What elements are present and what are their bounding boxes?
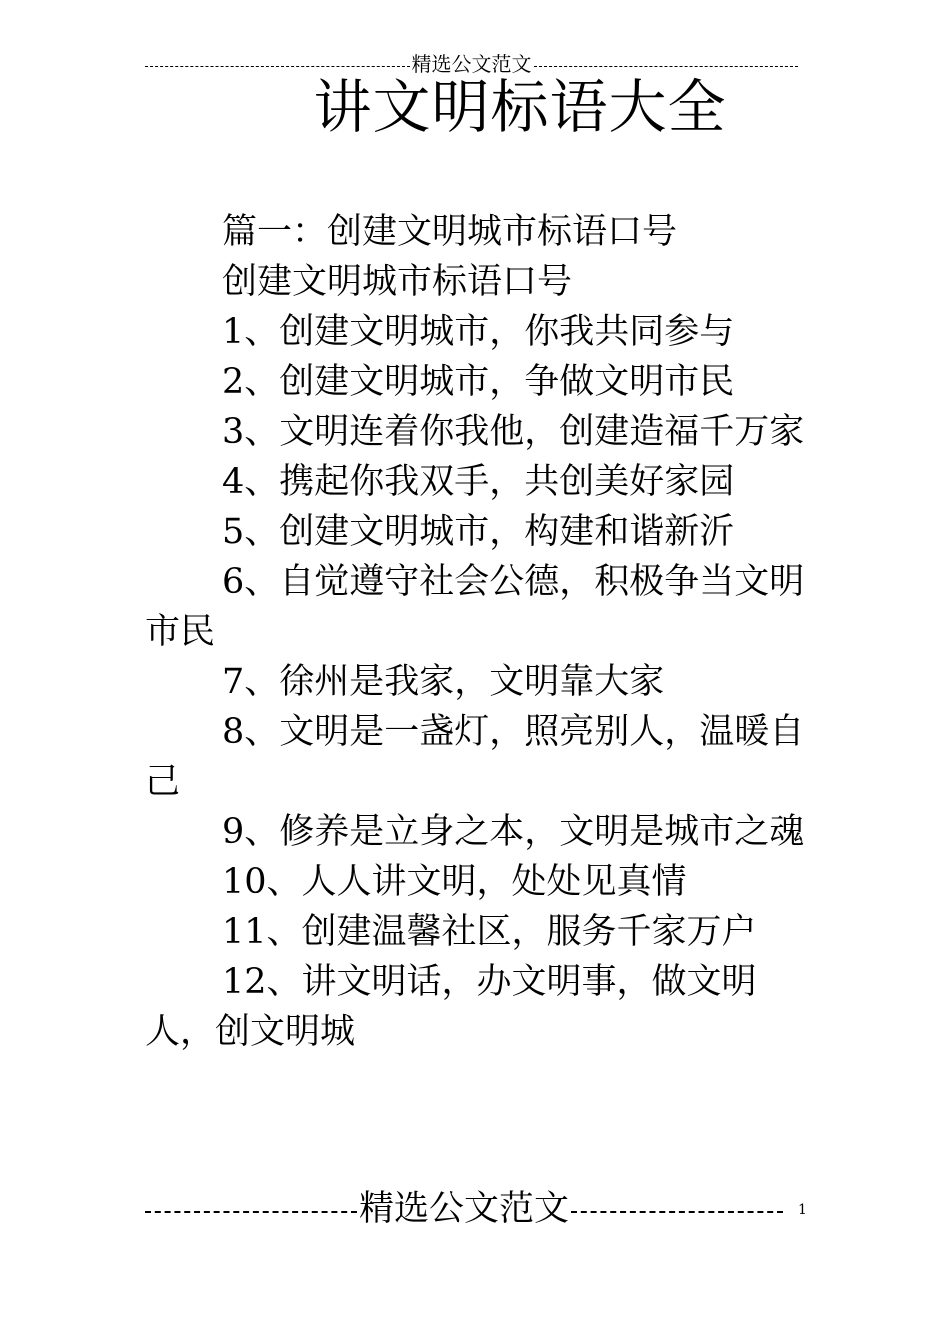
header-dash-right (534, 66, 799, 67)
slogan-item: 11、创建温馨社区，服务千家万户 (222, 912, 757, 952)
document-title: 讲文明标语大全 (313, 73, 727, 141)
page-number: 1 (798, 1202, 807, 1218)
section-heading: 篇一：创建文明城市标语口号 (222, 212, 678, 252)
footer-text: 精选公文范文 (359, 1189, 570, 1229)
document-body (145, 207, 825, 1057)
section-subheading: 创建文明城市标语口号 (222, 262, 573, 302)
slogan-item: 4、携起你我双手，共创美好家园 (222, 462, 735, 502)
slogan-item: 5、创建文明城市，构建和谐新沂 (222, 512, 735, 552)
slogan-item: 7、徐州是我家，文明靠大家 (222, 662, 665, 702)
footer-dash-left (145, 1211, 357, 1213)
slogan-item: 9、修养是立身之本，文明是城市之魂 (222, 812, 805, 852)
slogan-item: 8、文明是一盏灯，照亮别人，温暖自己 (145, 712, 805, 802)
slogan-item: 12、讲文明话，办文明事，做文明人，创文明城 (145, 962, 757, 1052)
page-footer (145, 1186, 783, 1232)
footer-dash-right (571, 1211, 783, 1213)
header-text: 精选公文范文 (411, 52, 532, 76)
slogan-item: 1、创建文明城市，你我共同参与 (222, 312, 735, 352)
slogan-item: 10、人人讲文明，处处见真情 (222, 862, 687, 902)
slogan-item: 3、文明连着你我他，创建造福千万家 (222, 412, 805, 452)
slogan-item: 6、自觉遵守社会公德，积极争当文明市民 (145, 562, 805, 652)
slogan-item: 2、创建文明城市，争做文明市民 (222, 362, 735, 402)
header-dash-left (145, 66, 410, 67)
